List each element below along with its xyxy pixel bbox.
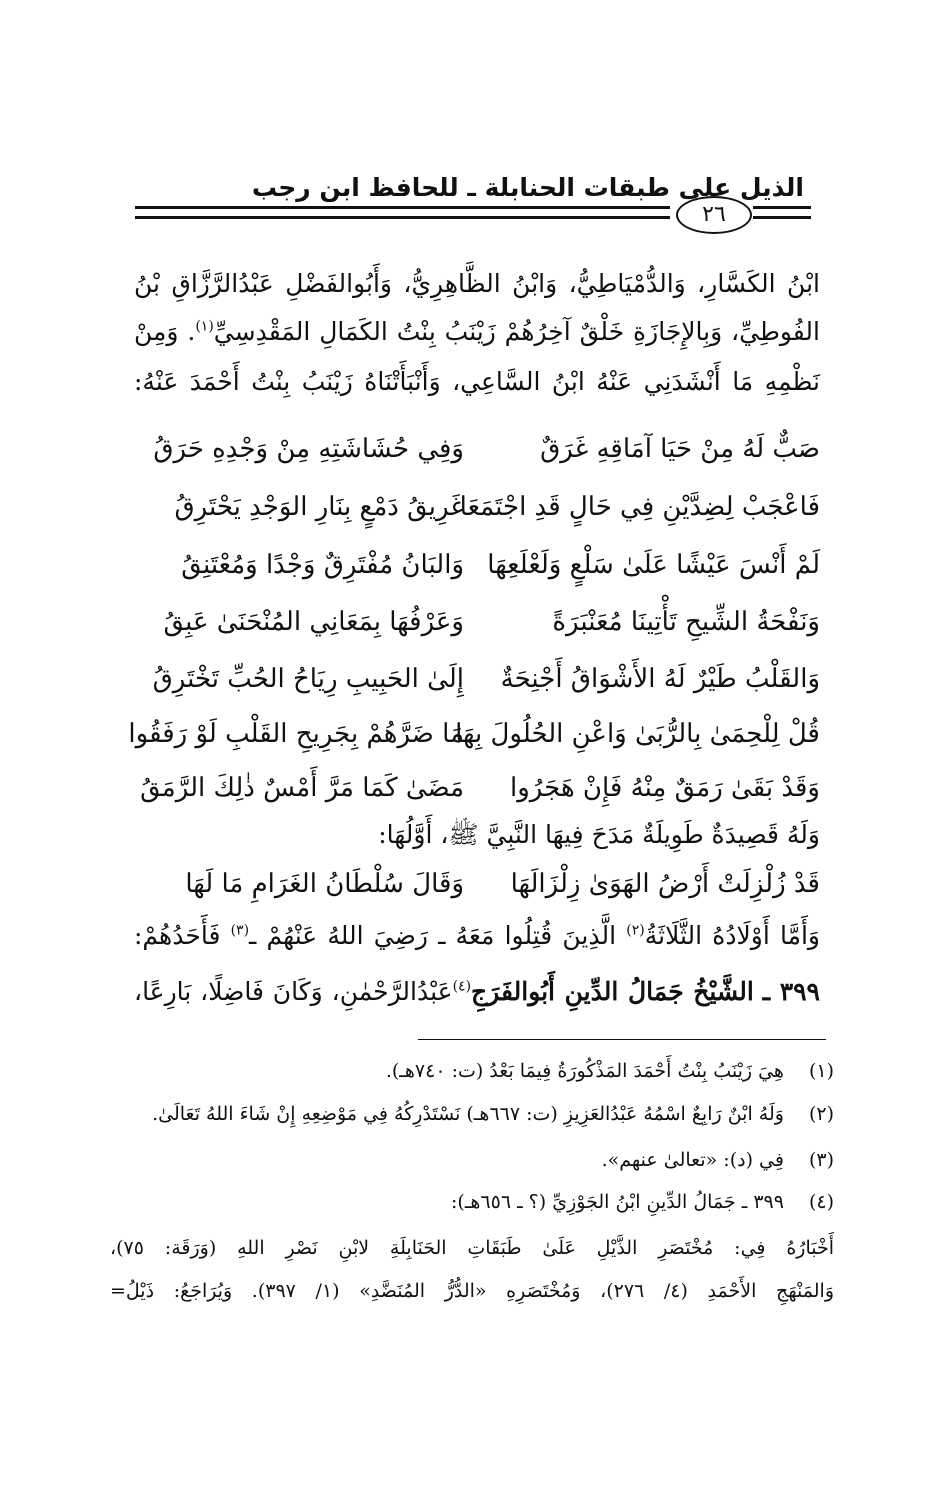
- entry-number: ٣٩٩ ـ: [762, 977, 820, 1006]
- body-line-1: ابْنُ الكَسَّارِ، وَالدُّمْيَاطِيُّ، وَابْنُ الظَّاهِرِيُّ، وَأَبُوالفَضْلِ عَبْدُالرَّزَّاقِ بْنُ: [134, 269, 820, 298]
- children-line-part-c: فَأَحَدُهُمْ:: [134, 921, 221, 950]
- header-rule-left-bottom: [753, 216, 811, 219]
- children-line-part-a: وَأَمَّا أَوْلَادُهُ الثَّلَاثَةُ: [644, 921, 820, 950]
- footnote-text: فِي (د): «تعالىٰ عنهم».: [601, 1149, 784, 1171]
- verse-first-hemistich: قُلْ لِلْحِمَىٰ بِالرُّبَىٰ وَاعْنِ الحُلُولَ بِهَا: [455, 719, 820, 749]
- poem-verse: [134, 543, 820, 587]
- footnote-separator: [418, 1039, 826, 1040]
- entry-name: الشَّيْخُ جَمَالُ الدِّينِ أَبُوالفَرَجِ: [471, 977, 754, 1006]
- verse-second-hemistich: غَرِيقُ دَمْعٍ بِنَارِ الوَجْدِ يَحْتَرِقُ: [174, 492, 464, 522]
- footnote-4-continuation-line-2: وَالمَنْهَجِ الأَحْمَدِ (٤/ ٢٧٦)، وَمُخْتَصَرِهِ «الدُّرُّ المُنَضَّدِ» (١/ ٣٩٧). وَيُرَاجَعُ: ذَيْلُ=: [110, 1280, 834, 1302]
- poem-verse: [134, 427, 820, 471]
- verse-first-hemistich: صَبٌّ لَهُ مِنْ حَيَا آمَاقِهِ غَرَقٌ: [540, 434, 820, 464]
- poem-verse: [134, 600, 820, 644]
- children-line: [134, 916, 820, 956]
- poem-verse: [128, 712, 820, 756]
- body-line-2-end: . وَمِنْ: [134, 317, 196, 346]
- body-line-2: [134, 312, 820, 352]
- poem-verse: [134, 862, 820, 906]
- qasida-intro-line: وَلَهُ قَصِيدَةٌ طَوِيلَةٌ مَدَحَ فِيهَا النَّبِيَّ ﷺ، أَوَّلُهَا:: [378, 820, 820, 849]
- footnote-text: ٣٩٩ ـ جَمَالُ الدِّينِ ابْنُ الجَوْزِيِّ (؟ ـ ٦٥٦هـ):: [451, 1191, 784, 1213]
- header-rule-right-top: [135, 206, 670, 209]
- footnote-number: (٤): [808, 1191, 834, 1213]
- poem-verse: [134, 766, 820, 810]
- poem-verse: [134, 657, 820, 701]
- verse-first-hemistich: قَدْ زُلْزِلَتْ أَرْضُ الهَوَىٰ زِلْزَالَهَا: [510, 869, 820, 899]
- verse-second-hemistich: مَا ضَرَّهُمْ بِجَرِيحِ القَلْبِ لَوْ رَفَقُوا: [128, 719, 464, 749]
- entry-399-line: [134, 972, 820, 1012]
- header-rule-left-top: [753, 206, 811, 209]
- footnote-text: هِيَ زَيْنَبُ بِنْتُ أَحْمَدَ المَذْكُورَةُ فِيمَا بَعْدُ (ت: ٧٤٠هـ).: [385, 1060, 784, 1082]
- verse-first-hemistich: وَالقَلْبُ طَيْرٌ لَهُ الأَشْوَاقُ أَجْنِحَةٌ: [500, 664, 820, 694]
- footnote-1: [110, 1057, 834, 1085]
- verse-first-hemistich: وَقَدْ بَقَىٰ رَمَقٌ مِنْهُ فَإِنْ هَجَرُوا: [510, 773, 820, 803]
- footnote-number: (١): [808, 1060, 834, 1082]
- body-line-3: نَظْمِهِ مَا أَنْشَدَنِي عَنْهُ ابْنُ السَّاعِي، وَأَنْبَأَتْنَاهُ زَيْنَبُ بِنْتُ أَحْمَدَ عَنْهُ:: [134, 367, 820, 396]
- footnote-4-continuation-line-1: أَخْبَارُهُ فِي: مُخْتَصَرِ الذَّيْلِ عَلَىٰ طَبَقَاتِ الحَنَابِلَةِ لابْنِ نَصْرِ اللهِ (وَرَقَة: ٧٥)،: [110, 1237, 834, 1259]
- running-title: الذيل على طبقات الحنابلة ـ للحافظ ابن رجب: [251, 173, 804, 202]
- verse-second-hemistich: مَضَىٰ كَمَا مَرَّ أَمْسٌ ذٰلِكَ الرَّمَقُ: [140, 773, 464, 803]
- footnote-3: [110, 1146, 834, 1174]
- entry-rest: عَبْدُالرَّحْمٰنِ، وَكَانَ فَاضِلًا، بَارِعًا،: [134, 977, 453, 1006]
- footnote-marker-4[interactable]: (٤): [452, 978, 472, 995]
- footnote-marker-3[interactable]: (٣): [230, 922, 250, 939]
- footnote-number: (٣): [808, 1149, 834, 1171]
- footnote-2: [110, 1100, 834, 1128]
- footnote-4: [110, 1188, 834, 1216]
- footnote-number: (٢): [808, 1103, 834, 1125]
- verse-second-hemistich: وَعَرْفُهَا بِمَعَانِي المُنْحَنَىٰ عَبِقُ: [163, 607, 464, 637]
- verse-second-hemistich: إِلَىٰ الحَبِيبِ رِيَاحُ الحُبِّ تَخْتَرِقُ: [152, 664, 464, 694]
- footnote-marker-2[interactable]: (٢): [626, 922, 645, 939]
- body-line-2-text: الفُوطِيِّ، وَبِالإِجَازَةِ خَلْقٌ آخِرُهُمْ زَيْنَبُ بِنْتُ الكَمَالِ المَقْدِسِيِّ: [213, 317, 820, 346]
- footnote-text: وَلَهُ ابْنٌ رَابِعٌ اسْمُهُ عَبْدُالعَزِيزِ (ت: ٦٦٧هـ) نَسْتَدْرِكُهُ فِي مَوْضِعِهِ إِنْ شَاءَ اللهُ تَعَالَىٰ.: [152, 1103, 784, 1125]
- verse-first-hemistich: فَاعْجَبْ لِضِدَّيْنِ فِي حَالٍ قَدِ اجْتَمَعَا: [459, 492, 820, 522]
- footnote-marker-1[interactable]: (١): [195, 318, 214, 335]
- page-number: ٢٦: [676, 196, 752, 234]
- header-rule-right-bottom: [135, 216, 670, 219]
- verse-first-hemistich: لَمْ أَنْسَ عَيْشًا عَلَىٰ سَلْعٍ وَلَعْلَعِهَا: [487, 550, 820, 580]
- children-line-part-b: الَّذِينَ قُتِلُوا مَعَهُ ـ رَضِيَ اللهُ عَنْهُمْ ـ: [249, 921, 617, 950]
- verse-second-hemistich: وَالبَانُ مُفْتَرِقٌ وَجْدًا وَمُعْتَنِقُ: [181, 550, 464, 580]
- verse-second-hemistich: وَقَالَ سُلْطَانُ الغَرَامِ مَا لَهَا: [185, 869, 464, 899]
- verse-second-hemistich: وَفِي حُشَاشَتِهِ مِنْ وَجْدِهِ حَرَقُ: [153, 434, 464, 464]
- poem-verse: [134, 485, 820, 529]
- verse-first-hemistich: وَنَفْحَةُ الشِّيحِ تَأْتِينَا مُعَنْبَرَةً: [552, 607, 820, 637]
